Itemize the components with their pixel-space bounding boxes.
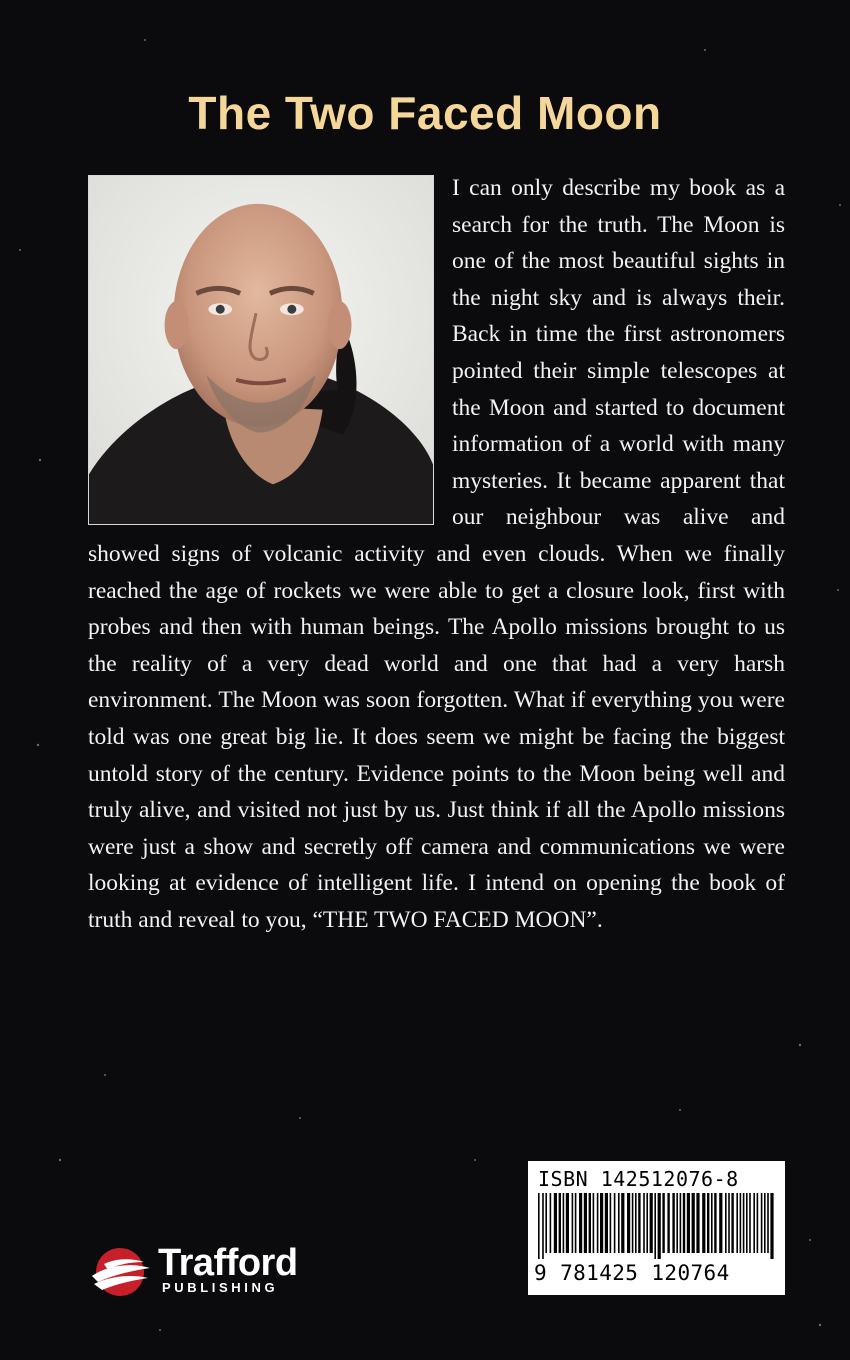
publisher-tagline: PUBLISHING — [162, 1280, 279, 1295]
ean-digits: 9 781425 120764 — [534, 1261, 730, 1285]
isbn-barcode — [528, 1161, 785, 1295]
blurb-text: I can only describe my book as a search for the truth. The Moon is one of the most beautiful sights in the night sky and is always their. Back in time the first astronomers pointed their simple telescopes at the Moon and started to document information of a world with many mysteries. It became apparent that our neighbour was alive and showed signs of volcanic activity and even clouds. When we finally reached the age of rockets we were able to get a closure look, first with probes and then with human beings. The Apollo missions brought to us the reality of a very dead world and one that had a very harsh environment. The Moon was soon forgotten. What if everything you were told was one great big lie. It does seem we might be facing the biggest untold story of the century. Evidence points to the Moon being well and truly alive, and visited not just by us. Just think if all the Apollo missions were just a show and secretly off camera and communications we were looking at evidence of intelligent life. I intend on opening the book of truth and reveal to you, “THE TWO FACED MOON”. — [88, 175, 785, 933]
author-photo — [88, 175, 434, 525]
book-title: The Two Faced Moon — [188, 87, 662, 139]
trafford-logo-icon — [86, 1242, 156, 1298]
publisher-logo — [86, 1242, 336, 1298]
blurb-block — [88, 170, 785, 938]
publisher-name: Trafford — [158, 1242, 298, 1284]
isbn-label: ISBN 142512076-8 — [538, 1167, 739, 1191]
barcode-bars — [538, 1193, 776, 1259]
